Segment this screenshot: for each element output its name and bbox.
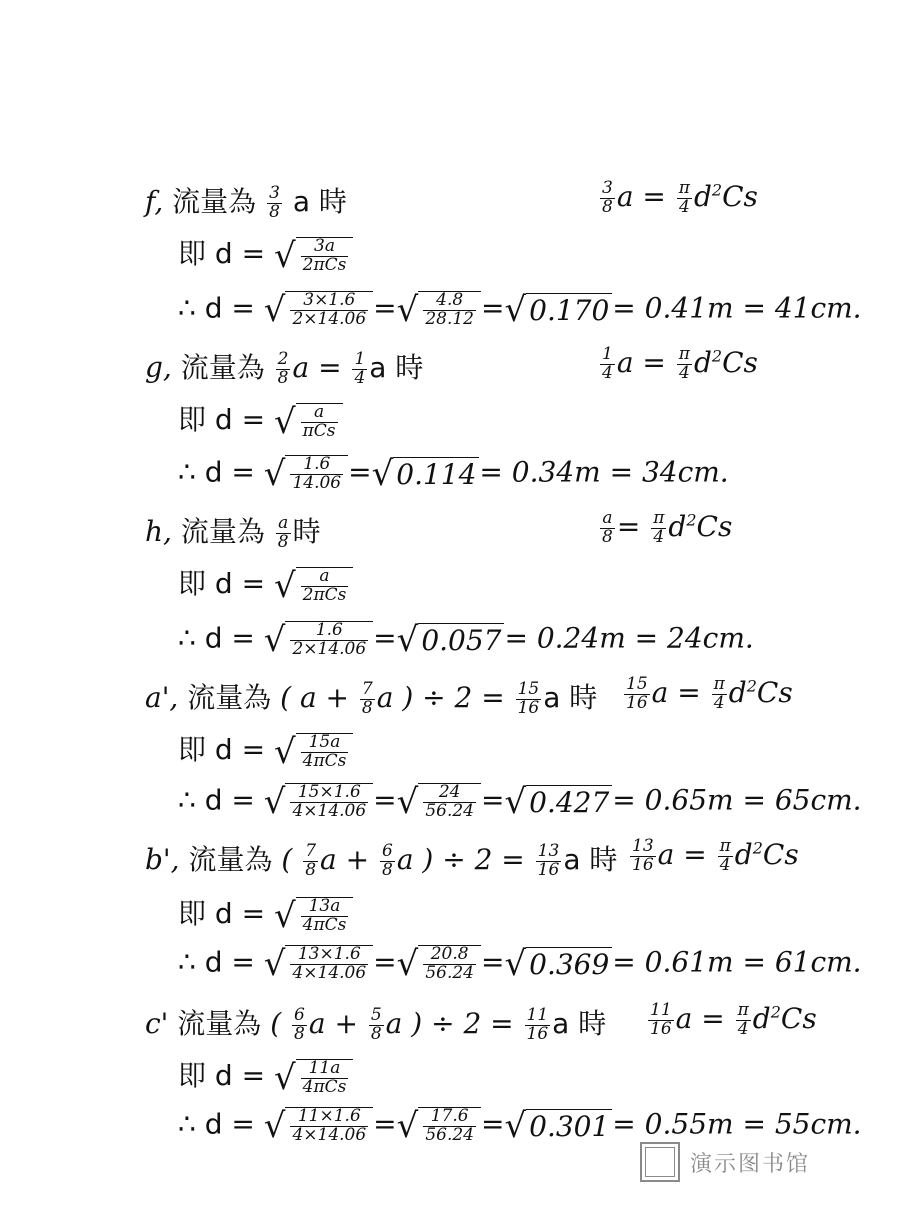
block-b-prime-line2: 即 d = √ $\frac{13a}{\text{4πCs}}$ [178,892,353,936]
block-a-prime-heading: a', 流量為 ( a + $\frac{7}{8}$ a ) ÷ 2 = $\frac{15}{16}$ a 時 [145,679,598,718]
block-b-prime-heading: b', 流量為 ( $\frac{7}{8}$ a + $\frac{6}{8}$ a ) ÷ 2 = $\frac{13}{16}$ a 時 [145,841,618,880]
block-h-line3: ∴ d = √ $\frac{1.6}{2\times 14.06}$ =√ 0.057 = 0.24m = 24cm. [178,620,754,660]
label-f: f, [145,185,164,218]
block-a-prime-right-eq: $\frac{15}{16}$ a = $\frac{\pi}{4}$ $d^2Cs$ [626,674,793,713]
block-h-right-eq: $\frac{a}{8}$ = $\frac{\pi}{4}$ $d^2Cs$ [602,508,733,547]
block-a-prime-line2: 即 d = √ $\frac{15a}{\text{4πCs}}$ [178,728,353,772]
block-c-prime-line3: ∴ d = √ $\frac{11\times 1.6}{4\times 14.06}$ =√ $\frac{17.6}{56.24}$ =√ 0.301 = 0.55m = 55cm. [178,1106,862,1146]
block-h-heading: h, 流量為 $\frac{a}{8}$ 時 [145,513,321,552]
block-g-line2: 即 d = √ $\frac{a}{\text{πCs}}$ [178,398,343,442]
text: a 時 [292,185,347,218]
block-f-line3: ∴ d = √ $\frac{3\times 1.6}{2\times 14.06}$ =√ $\frac{4.8}{28.12}$ =√ 0.170 = 0.41m = 41cm. [178,290,862,330]
block-c-prime-right-eq: $\frac{11}{16}$ a = $\frac{\pi}{4}$ $d^2Cs$ [650,1000,817,1039]
block-g-line3: ∴ d = √ $\frac{1.6}{14.06}$ =√ 0.114 = 0.34m = 34cm. [178,454,729,494]
block-c-prime-line2: 即 d = √ $\frac{11a}{\text{4πCs}}$ [178,1054,353,1098]
block-h-line2: 即 d = √ $\frac{a}{\text{2πCs}}$ [178,562,353,606]
block-c-prime-heading: c' 流量為 ( $\frac{6}{8}$ a + $\frac{5}{8}$ a ) ÷ 2 = $\frac{11}{16}$ a 時 [145,1005,607,1044]
seal-icon [640,1142,680,1182]
block-b-prime-right-eq: $\frac{13}{16}$ a = $\frac{\pi}{4}$ $d^2Cs$ [632,836,799,875]
block-f-right-eq: $\frac{3}{8}$ a = $\frac{\pi}{4}$ $d^2Cs$ [602,178,758,217]
watermark-text: 演示图书馆 [690,1151,811,1177]
block-a-prime-line3: ∴ d = √ $\frac{15\times 1.6}{4\times 14.06}$ =√ $\frac{24}{56.24}$ =√ 0.427 = 0.65m = 65cm. [178,782,862,822]
block-g-right-eq: $\frac{1}{4}$ a = $\frac{\pi}{4}$ $d^2Cs$ [602,344,758,383]
block-g-heading: g, 流量為 $\frac{2}{8}$ a = $\frac{1}{4}$ a 時 [145,349,424,388]
flow-text: 流量為 [172,185,257,218]
block-f-line2: 即 d = √ $\frac{3a}{\text{2πCs}}$ [178,232,353,276]
block-b-prime-line3: ∴ d = √ $\frac{13\times 1.6}{4\times 14.06}$ =√ $\frac{20.8}{56.24}$ =√ 0.369 = 0.61m = 61cm. [178,944,862,984]
fraction: $\frac{3}{8}$ [269,183,280,222]
watermark [640,1140,810,1184]
block-f-heading [145,180,347,222]
